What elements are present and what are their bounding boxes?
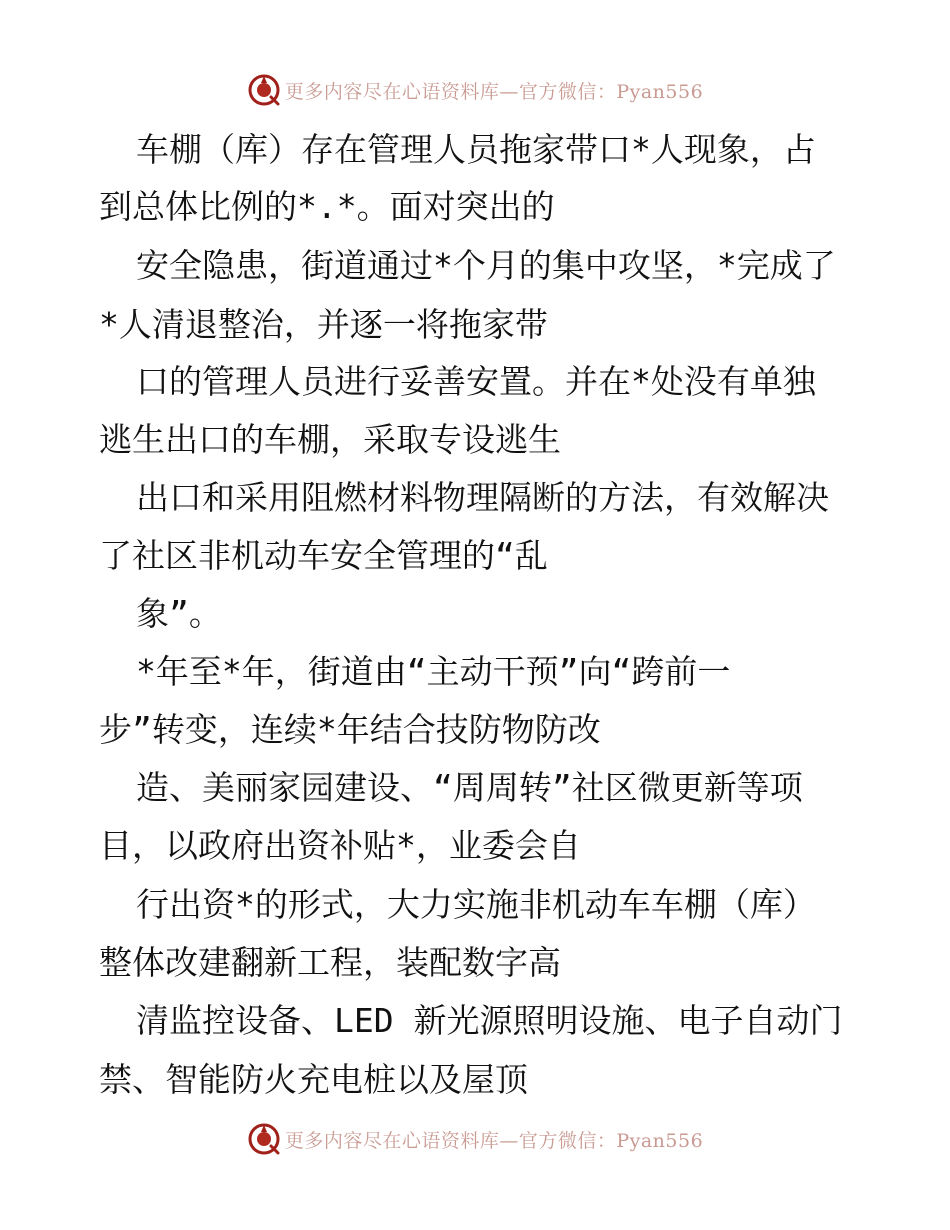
text-line: 象”。	[136, 594, 222, 633]
text-line: 车棚（库）存在管理人员拖家带口*人现象，占	[136, 130, 816, 169]
text-line: 出口和采用阻燃材料物理隔断的方法，有效解决	[136, 478, 829, 517]
brand-logo-icon	[247, 1122, 281, 1156]
text-line: 造、美丽家园建设、“周周转”社区微更新等项	[136, 768, 803, 807]
text-line: 整体改建翻新工程，装配数字高	[99, 943, 561, 982]
text-line: 到总体比例的*.*。面对突出的	[99, 187, 555, 226]
text-line: 口的管理人员进行妥善安置。并在*处没有单独	[136, 362, 816, 401]
text-line: 清监控设备、LED 新光源照明设施、电子自动门	[136, 1001, 843, 1040]
brand-logo-icon	[247, 73, 281, 107]
text-line: 安全隐患，街道通过*个月的集中攻坚，*完成了	[136, 246, 836, 285]
text-line: 步”转变，连续*年结合技防物防改	[99, 710, 601, 749]
footer-watermark-text: 更多内容尽在心语资料库—官方微信：Pyan556	[284, 1129, 704, 1152]
text-line: 目，以政府出资补贴*，业委会自	[99, 826, 581, 865]
text-line: 行出资*的形式，大力实施非机动车车棚（库）	[136, 885, 816, 924]
text-line: 了社区非机动车安全管理的“乱	[99, 536, 548, 575]
header-watermark	[0, 70, 950, 110]
text-line: 禁、智能防火充电桩以及屋顶	[99, 1060, 528, 1099]
text-line: *人清退整治，并逐一将拖家带	[99, 305, 548, 344]
header-watermark-text: 更多内容尽在心语资料库—官方微信：Pyan556	[284, 80, 704, 103]
text-line: *年至*年，街道由“主动干预”向“跨前一	[136, 652, 731, 691]
text-line: 逃生出口的车棚，采取专设逃生	[99, 420, 561, 459]
footer-watermark	[0, 1119, 950, 1159]
